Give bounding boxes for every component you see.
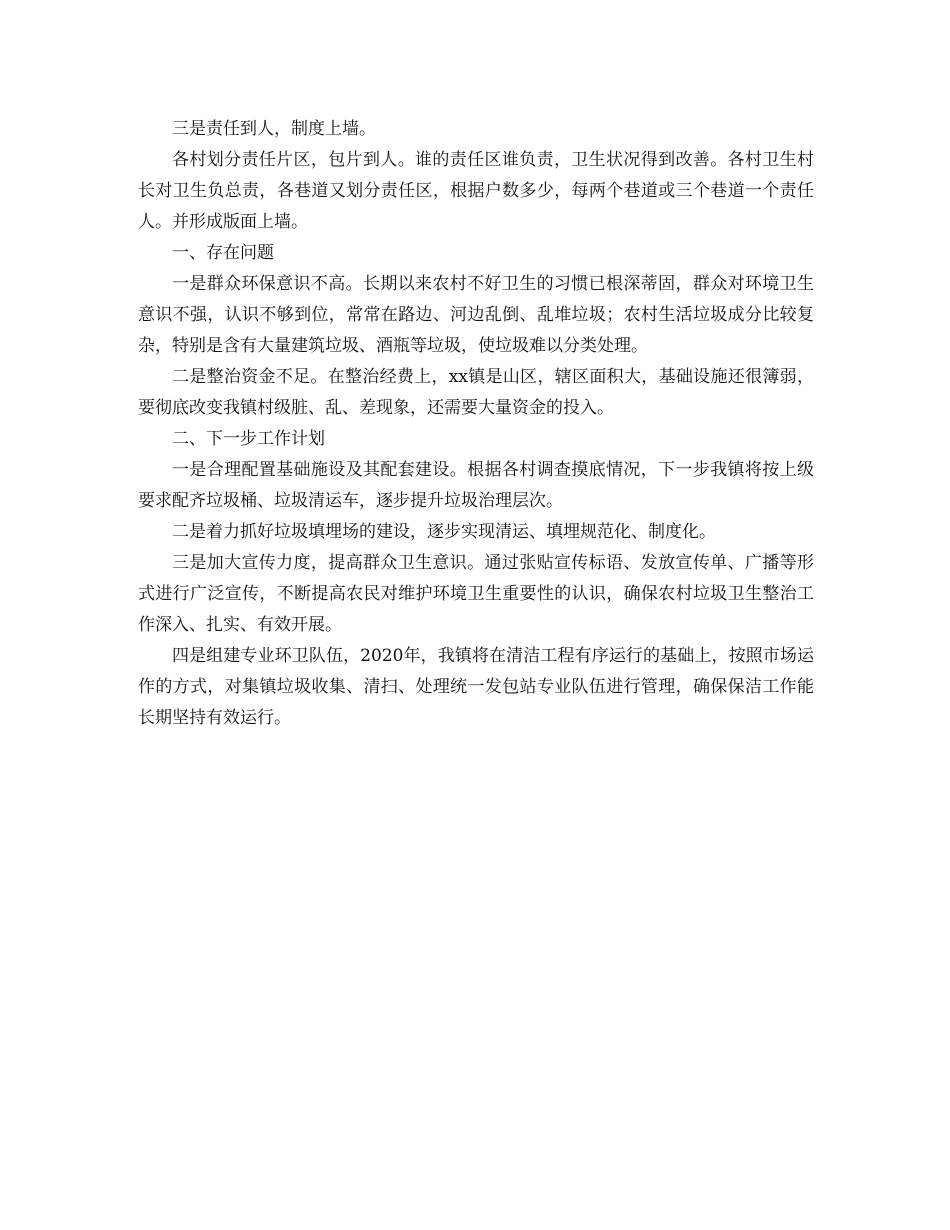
paragraph-problem-funding: 二是整治资金不足。在整治经费上，xx镇是山区，辖区面积大，基础设施还很簿弱，要彻底改变我镇村级脏、乱、差现象，还需要大量资金的投入。 — [138, 367, 814, 418]
paragraph-responsibility-heading: 三是责任到人，制度上墙。 — [172, 119, 376, 139]
paragraph-plan-publicity: 三是加大宣传力度，提高群众卫生意识。通过张贴宣传标语、发放宣传单、广播等形式进行广泛宣传，不断提高农民对维护环境卫生重要性的认识，确保农村垃圾卫生整治工作深入、扎实、有效开展。 — [138, 553, 814, 635]
section-heading-problems: 一、存在问题 — [172, 243, 274, 263]
section-heading-next-plan: 二、下一步工作计划 — [172, 429, 325, 449]
paragraph-problem-awareness: 一是群众环保意识不高。长期以来农村不好卫生的习惯已根深蒂固，群众对环境卫生意识不强，认识不够到位，常常在路边、河边乱倒、乱堆垃圾；农村生活垃圾成分比较复杂，特别是含有大量建筑垃圾、酒瓶等垃圾，使垃圾难以分类处理。 — [138, 274, 814, 356]
paragraph-responsibility-detail: 各村划分责任片区，包片到人。谁的责任区谁负责，卫生状况得到改善。各村卫生村长对卫生负总责，各巷道又划分责任区，根据户数多少，每两个巷道或三个巷道一个责任人。并形成版面上墙。 — [138, 150, 814, 232]
document-body — [138, 114, 814, 734]
paragraph-plan-landfill: 二是着力抓好垃圾填埋场的建设，逐步实现清运、填埋规范化、制度化。 — [172, 522, 716, 542]
paragraph-plan-sanitation-team: 四是组建专业环卫队伍，2020年，我镇将在清洁工程有序运行的基础上，按照市场运作的方式，对集镇垃圾收集、清扫、处理统一发包站专业队伍进行管理，确保保洁工作能长期坚持有效运行。 — [138, 646, 814, 728]
paragraph-plan-infrastructure: 一是合理配置基础施设及其配套建设。根据各村调查摸底情况，下一步我镇将按上级要求配齐垃圾桶、垃圾清运车，逐步提升垃圾治理层次。 — [138, 460, 814, 511]
